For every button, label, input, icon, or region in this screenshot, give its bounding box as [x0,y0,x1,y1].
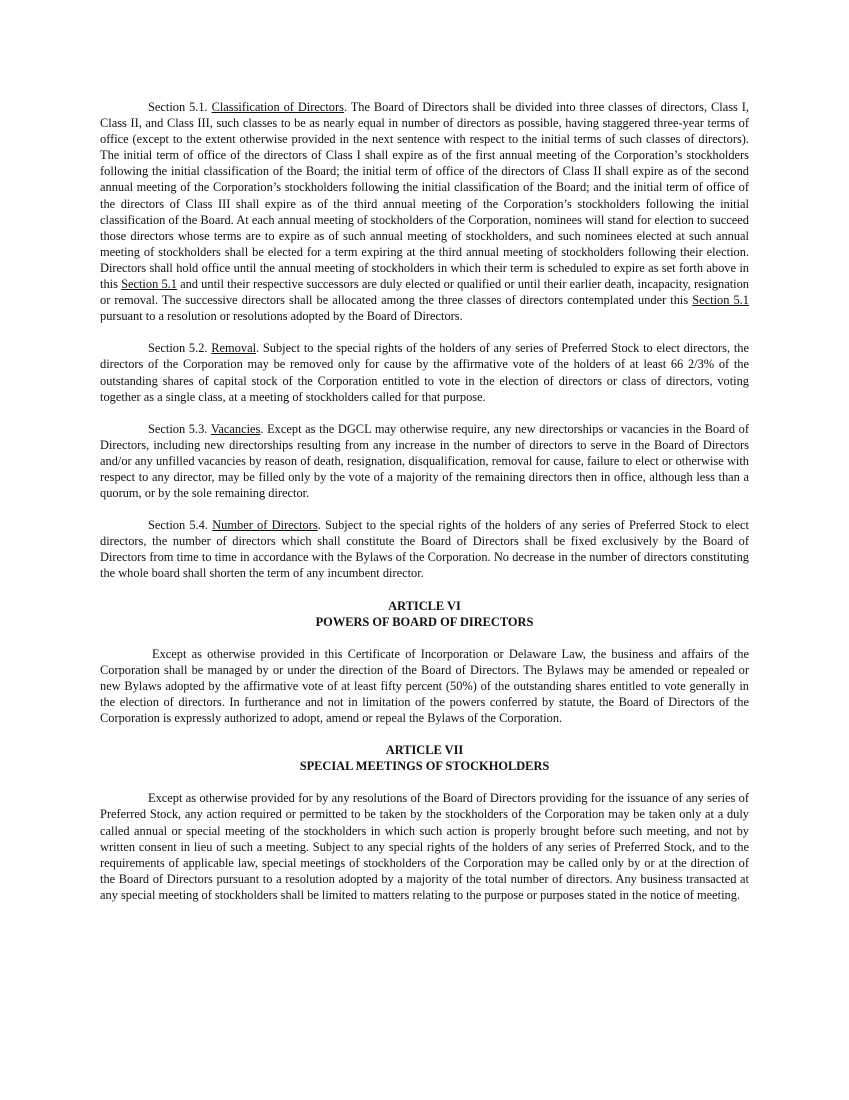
section-5-4-text: . Subject to the special rights of the holders of any series of Preferred Stock to elect directors, the number of directors which shall constitute the Board of Directors shall be fixed exclusively by the Board of Directors from time to time in accordance with the Bylaws of the Corporation. No decrease in the number of directors constituting the whole board shall shorten the term of any incumbent director. [100,518,749,581]
section-5-1-text-part-3: pursuant to a resolution or resolutions adopted by the Board of Directors. [100,309,463,324]
section-5-2-number: Section 5.2. [148,341,212,356]
section-5-3-heading: Vacancies [210,421,261,436]
article-7-title: SPECIAL MEETINGS OF STOCKHOLDERS [299,759,550,774]
section-5-4-paragraph [100,517,749,581]
article-7-paragraph: Except as otherwise provided for by any resolutions of the Board of Directors providing for the issuance of any series of Preferred Stock, any action required or permitted to be taken by the stockholders of the Corporation may be taken only at a duly called annual or special meeting of the stockholders in which such action is properly brought before such meeting, and not by written consent in lieu of such a meeting. Subject to any special rights of the holders of any series of Preferred Stock, and to the requirements of applicable law, special meetings of stockholders of the Corporation may be called only by or at the direction of the Board of Directors pursuant to a resolution adopted by a majority of the total number of directors. Any business transacted at any special meeting of stockholders shall be limited to matters relating to the purpose or purposes stated in the notice of meeting. [100,791,749,902]
section-5-1-reference-1: Section 5.1 [121,277,177,292]
section-5-3-text: . Except as the DGCL may otherwise require, any new directorships or vacancies in the Board of Directors, including new directorships resulting from any increase in the number of directors to serve in the Board of Directors and/or any unfilled vacancies by reason of death, resignation, disqualification, removal for cause, failure to elect or otherwise with respect to any director, may be filled only by the vote of a majority of the remaining directors then in office, although less than a quorum, or by the sole remaining director. [100,421,749,501]
article-6-paragraph: Except as otherwise provided in this Certificate of Incorporation or Delaware Law, the business and affairs of the Corporation shall be managed by or under the direction of the Board of Directors. The Bylaws may be amended or repealed or new Bylaws adopted by the affirmative vote of at least fifty percent (50%) of the outstanding shares entitled to vote generally in the election of directors. In furtherance and not in limitation of the powers conferred by statute, the Board of Directors of the Corporation is expressly authorized to adopt, amend or repeal the Bylaws of the Corporation. [100,646,749,726]
section-5-3-number: Section 5.3. [148,421,211,436]
article-7-heading [100,742,749,774]
section-5-1-text-part-2: and until their respective successors are duly elected or qualified or until their earlier death, incapacity, resignation or removal. The successive directors shall be allocated among the three classes of directors contemplated under this [100,277,749,308]
article-6-title: POWERS OF BOARD OF DIRECTORS [315,614,534,629]
section-5-2-heading: Removal [211,341,257,356]
section-5-4-heading: Number of Directors [212,518,318,533]
section-5-4-number: Section 5.4. [148,518,213,533]
section-5-2-paragraph [100,340,749,404]
document-page [100,99,749,919]
section-5-2-text: . Subject to the special rights of the holders of any series of Preferred Stock to elect directors, the directors of the Corporation may be removed only for cause by the affirmative vote of the holders of at least 66 2/3% of the outstanding shares of capital stock of the Corporation entitled to vote in the election of directors or class of directors, voting together as a single class, at a meeting of stockholders called for that purpose. [100,341,749,404]
section-5-1-text-part-1: . The Board of Directors shall be divided into three classes of directors, Class I, Class II, and Class III, such classes to be as nearly equal in number of directors as possible, having staggered three-year terms of office (except to the extent otherwise provided in the next sentence with respect to the initial terms of such classes of directors). The initial term of office of the directors of Class I shall expire as of the first annual meeting of the Corporation’s stockholders following the initial classification of the Board; the initial term of office of the directors of Class II shall expire as of the second annual meeting of the Corporation’s stockholders following the initial classification of the Board; and the initial term of office of the directors of Class III shall expire as of the third annual meeting of the Corporation’s stockholders following the initial classification of the Board. At each annual meeting of stockholders of the Corporation, nominees will stand for election to succeed those directors whose terms are to expire as of such annual meeting of stockholders, and such nominees elected at such annual meeting of stockholders shall be elected for a term expiring at the third annual meeting of stockholders following their election. Directors shall hold office until the annual meeting of stockholders in which their term is scheduled to expire as set forth above in this [100,100,749,292]
section-5-3-paragraph [100,421,749,501]
section-5-1-number: Section 5.1. [148,100,212,114]
section-5-1-reference-2: Section 5.1 [692,293,749,308]
article-7-number: ARTICLE VII [385,743,464,758]
section-5-1-heading: Classification of Directors [211,100,344,114]
article-6-heading [100,598,749,630]
section-5-1-paragraph [100,99,749,324]
article-6-number: ARTICLE VI [388,598,461,613]
